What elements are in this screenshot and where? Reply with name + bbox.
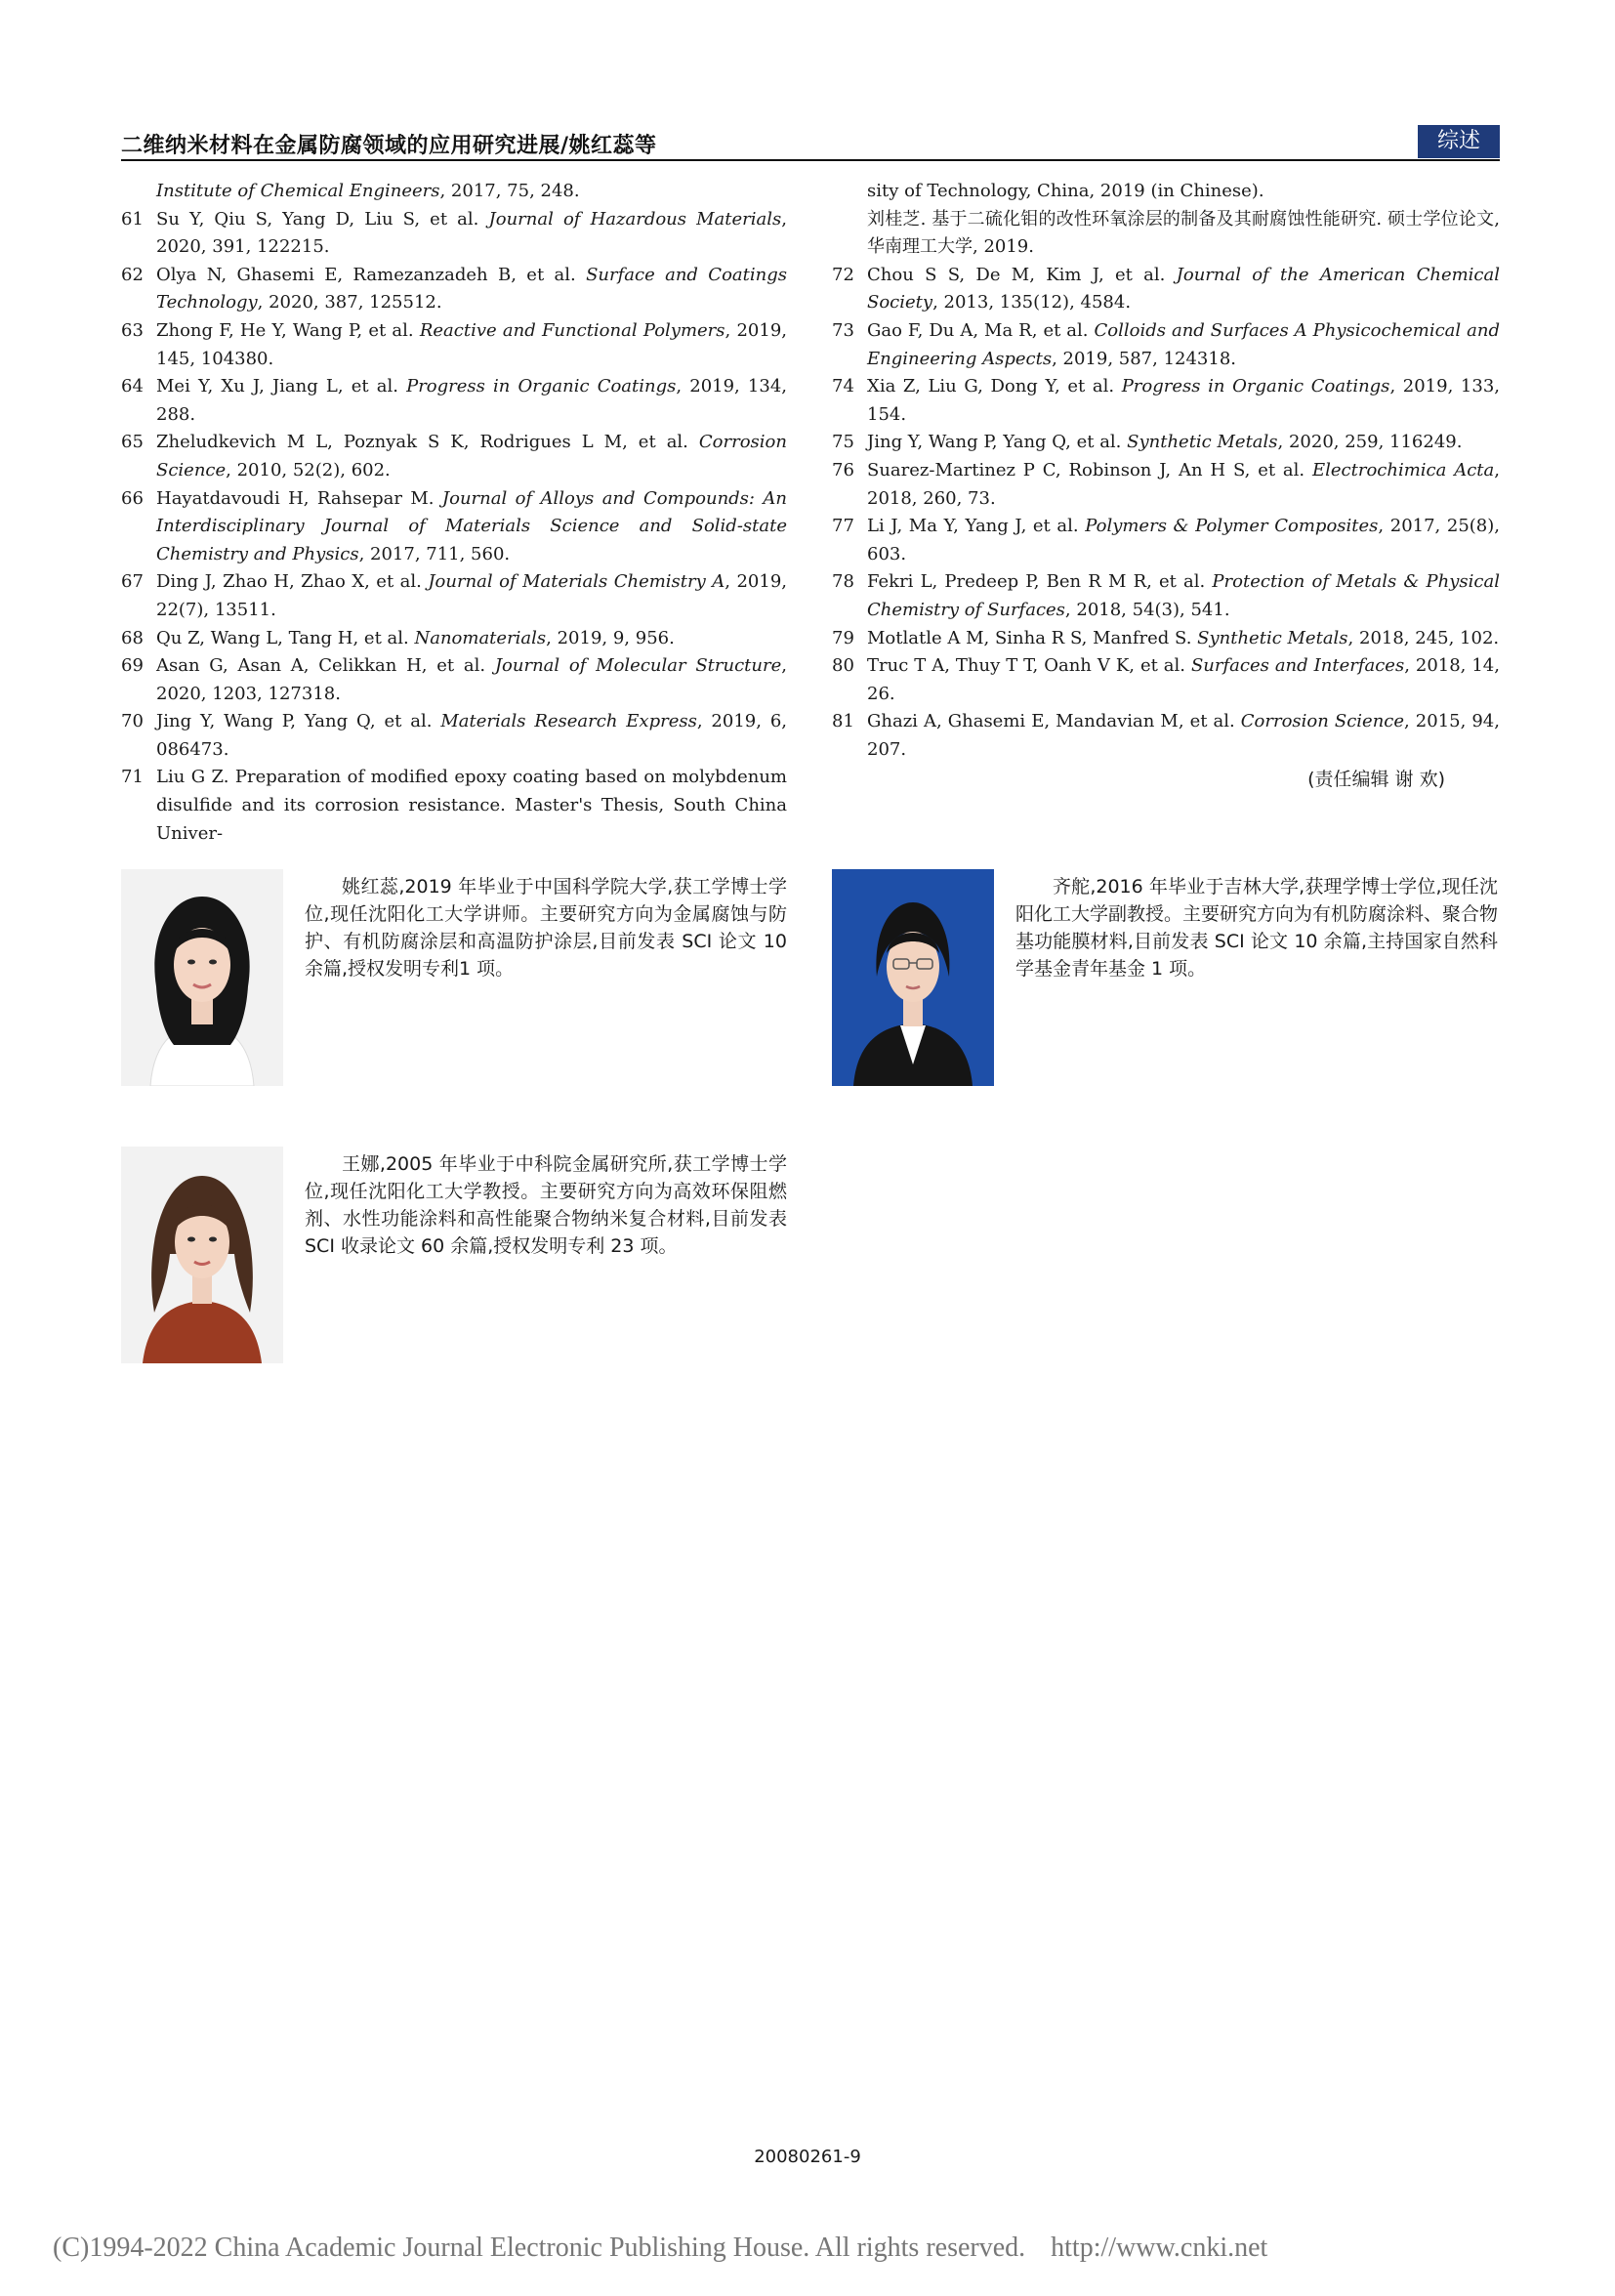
- reference-journal: Progress in Organic Coatings: [406, 376, 677, 397]
- author-photo-yao: [121, 869, 283, 1086]
- reference-text: [867, 265, 1500, 313]
- reference-text: [156, 432, 787, 480]
- editor-note: (责任编辑 谢 欢): [1307, 769, 1445, 791]
- reference-item: [832, 262, 1500, 317]
- reference-number: 68: [121, 627, 144, 648]
- reference-journal: Corrosion Science: [1240, 711, 1405, 732]
- reference-item: [832, 178, 1500, 206]
- reference-segment: Ghazi A, Ghasemi E, Mandavian M, et al.: [867, 711, 1241, 732]
- reference-segment: sity of Technology, China, 2019 (in Chinese).: [867, 181, 1264, 201]
- reference-segment: , 2019, 9, 956.: [546, 627, 675, 648]
- reference-journal: Progress in Organic Coatings: [1121, 376, 1390, 397]
- reference-number: 74: [832, 376, 854, 397]
- reference-text: [867, 628, 1499, 648]
- reference-segment: , 2020, 259, 116249.: [1277, 432, 1463, 453]
- reference-segment: Zhong F, He Y, Wang P, et al.: [156, 319, 420, 341]
- reference-segment: , 2020, 387, 125512.: [257, 292, 442, 313]
- reference-segment: , 2018, 54(3), 541.: [1064, 599, 1230, 620]
- header-rule: [121, 159, 1500, 161]
- reference-segment: Li J, Ma Y, Yang J, et al.: [867, 516, 1086, 537]
- running-header-title: 二维纳米材料在金属防腐领域的应用研究进展/姚红蕊等: [121, 134, 657, 158]
- reference-segment: , 2018, 245, 102.: [1347, 627, 1500, 648]
- reference-segment: Asan G, Asan A, Celikkan H, et al.: [156, 655, 495, 677]
- reference-item: [121, 764, 787, 848]
- references-right-column: [832, 178, 1500, 794]
- reference-text: [867, 181, 1264, 201]
- reference-item: [832, 513, 1500, 568]
- reference-journal: Electrochimica Acta: [1312, 459, 1495, 480]
- reference-item: [121, 708, 787, 764]
- reference-segment: Su Y, Qiu S, Yang D, Liu S, et al.: [156, 208, 489, 230]
- reference-number: 71: [121, 767, 144, 788]
- reference-journal: Polymers & Polymer Composites: [1085, 516, 1379, 537]
- reference-segment: , 2017, 75, 248.: [439, 181, 580, 201]
- reference-journal: Synthetic Metals: [1127, 432, 1278, 453]
- reference-text: [156, 655, 787, 704]
- author-bio-text-wang: 王娜,2005 年毕业于中科院金属研究所,获工学博士学位,现任沈阳化工大学教授。主要研究方向为高效环保阻燃剂、水性功能涂料和高性能聚合物纳米复合材料,目前发表 SCI 收录论文 60 余篇,授权发明专利 23 项。: [305, 1153, 787, 1257]
- reference-text: [156, 376, 787, 425]
- author-photo-qi: [832, 869, 994, 1086]
- reference-journal: Protection of Metals & Physical Chemistry of Surfaces: [867, 571, 1500, 620]
- author-bio-yao: [121, 869, 787, 1086]
- reference-item: [121, 178, 787, 206]
- reference-segment: , 2019, 587, 124318.: [1052, 348, 1237, 369]
- copyright-text: (C)1994-2022 China Academic Journal Electronic Publishing House. All rights reserved.: [53, 2233, 1026, 2263]
- reference-item: [121, 625, 787, 653]
- reference-segment: Truc T A, Thuy T T, Oanh V K, et al.: [867, 655, 1191, 677]
- running-header: [121, 125, 1500, 158]
- reference-item: [832, 568, 1500, 624]
- reference-segment: Ding J, Zhao H, Zhao X, et al.: [156, 571, 429, 593]
- reference-segment: Hayatdavoudi H, Rahsepar M.: [156, 487, 442, 509]
- reference-segment: Chou S S, De M, Kim J, et al.: [867, 264, 1177, 285]
- reference-segment: , 2020, 1203, 127318.: [156, 655, 787, 704]
- reference-segment: , 2020, 391, 122215.: [156, 208, 787, 258]
- reference-segment: , 2017, 25(8), 603.: [867, 516, 1500, 564]
- reference-number: 73: [832, 319, 854, 341]
- reference-segment: Zheludkevich M L, Poznyak S K, Rodrigues L M, et al.: [156, 432, 699, 453]
- reference-item: [832, 708, 1500, 764]
- reference-item: [121, 317, 787, 373]
- copyright-line: [53, 2233, 1267, 2264]
- reference-text: [156, 320, 787, 369]
- reference-segment: Olya N, Ghasemi E, Ramezanzadeh B, et al.: [156, 264, 587, 285]
- reference-segment: Fekri L, Predeep P, Ben R M R, et al.: [867, 571, 1213, 593]
- reference-segment: Gao F, Du A, Ma R, et al.: [867, 319, 1095, 341]
- reference-item: [121, 262, 787, 317]
- reference-segment: , 2019, 133, 154.: [867, 376, 1501, 425]
- reference-number: 63: [121, 319, 144, 341]
- reference-text: [156, 767, 787, 843]
- reference-item: [121, 568, 787, 624]
- reference-segment: , 2019, 145, 104380.: [156, 319, 787, 369]
- reference-segment: Motlatle A M, Sinha R S, Manfred S.: [867, 627, 1198, 648]
- reference-item: [832, 317, 1500, 373]
- reference-segment: Suarez-Martinez P C, Robinson J, An H S, et al.: [867, 459, 1312, 480]
- reference-number: 76: [832, 459, 854, 480]
- reference-journal: Surface and Coatings Technology: [156, 264, 787, 313]
- reference-number: 64: [121, 376, 144, 397]
- reference-number: 65: [121, 432, 144, 453]
- reference-number: 77: [832, 516, 854, 537]
- reference-text: [867, 460, 1500, 509]
- reference-item: [121, 373, 787, 429]
- author-bio-qi: [832, 869, 1498, 1086]
- reference-segment: Qu Z, Wang L, Tang H, et al.: [156, 627, 415, 648]
- reference-segment: , 2019, 134, 288.: [156, 376, 787, 425]
- reference-number: 78: [832, 571, 854, 593]
- reference-text: [156, 571, 787, 620]
- reference-text: [156, 209, 787, 258]
- reference-item: [121, 485, 787, 569]
- reference-number: 80: [832, 655, 854, 677]
- reference-text: [156, 265, 787, 313]
- reference-text: [867, 320, 1500, 369]
- reference-number: 75: [832, 432, 854, 453]
- author-bio-wang: [121, 1147, 787, 1363]
- right-reference-list: [832, 178, 1500, 764]
- author-bio-text-yao: 姚红蕊,2019 年毕业于中国科学院大学,获工学博士学位,现任沈阳化工大学讲师。主要研究方向为金属腐蚀与防护、有机防腐涂层和高温防护涂层,目前发表 SCI 论文 10 余篇,授权发明专利1 项。: [305, 876, 787, 980]
- reference-number: 67: [121, 571, 144, 593]
- reference-text: [156, 628, 675, 648]
- reference-text: [867, 711, 1500, 760]
- reference-item: [121, 429, 787, 484]
- reference-journal: Materials Research Express: [440, 711, 697, 732]
- reference-text: [867, 655, 1500, 704]
- reference-item: [832, 652, 1500, 708]
- reference-segment: Liu G Z. Preparation of modified epoxy coating based on molybdenum disulfide and its corrosion resistance. Master's Thesis, South China Univer-: [156, 767, 787, 844]
- reference-segment: Jing Y, Wang P, Yang Q, et al.: [156, 711, 441, 732]
- reference-segment: Xia Z, Liu G, Dong Y, et al.: [867, 376, 1122, 397]
- reference-number: 70: [121, 711, 144, 732]
- reference-number: 61: [121, 208, 144, 230]
- reference-segment: Jing Y, Wang P, Yang Q, et al.: [867, 432, 1128, 453]
- reference-segment: 刘桂芝. 基于二硫化钼的改性环氧涂层的制备及其耐腐蚀性能研究. 硕士学位论文, 华南理工大学, 2019.: [867, 208, 1500, 258]
- reference-item: [832, 625, 1500, 653]
- reference-number: 69: [121, 655, 144, 677]
- reference-journal: Corrosion Science: [156, 432, 787, 480]
- reference-segment: , 2018, 260, 73.: [867, 459, 1500, 509]
- reference-segment: Mei Y, Xu J, Jiang L, et al.: [156, 376, 407, 397]
- reference-number: 81: [832, 711, 854, 732]
- reference-segment: , 2017, 711, 560.: [358, 543, 511, 564]
- reference-journal: Journal of Materials Chemistry A: [428, 571, 725, 593]
- reference-journal: Reactive and Functional Polymers: [419, 319, 725, 341]
- reference-number: 72: [832, 264, 854, 285]
- cnki-url[interactable]: http://www.cnki.net: [1051, 2233, 1268, 2263]
- reference-journal: Institute of Chemical Engineers: [156, 181, 440, 201]
- reference-text: [867, 516, 1500, 564]
- reference-segment: , 2013, 135(12), 4584.: [932, 292, 1132, 313]
- reference-item: [121, 652, 787, 708]
- reference-journal: Journal of Molecular Structure: [494, 655, 782, 677]
- reference-journal: Nanomaterials: [414, 627, 547, 648]
- author-photo-wang: [121, 1147, 283, 1363]
- reference-journal: Synthetic Metals: [1197, 627, 1348, 648]
- reference-number: 66: [121, 487, 144, 509]
- reference-text: [156, 711, 787, 760]
- reference-segment: , 2019, 22(7), 13511.: [156, 571, 787, 620]
- reference-number: 79: [832, 627, 854, 648]
- reference-item: [832, 429, 1500, 457]
- reference-text: [156, 488, 787, 564]
- reference-segment: , 2010, 52(2), 602.: [226, 459, 391, 480]
- references-left-column: [121, 178, 787, 848]
- reference-item: [121, 206, 787, 262]
- reference-journal: Colloids and Surfaces A Physicochemical and Engineering Aspects: [867, 319, 1501, 369]
- reference-journal: Journal of the American Chemical Society: [867, 264, 1501, 313]
- reference-text: [867, 376, 1500, 425]
- reference-item: [832, 457, 1500, 513]
- reference-text: [156, 181, 580, 201]
- section-badge: 综述: [1418, 125, 1500, 158]
- reference-text: [867, 571, 1500, 620]
- reference-item: [832, 373, 1500, 429]
- reference-segment: , 2019, 6, 086473.: [156, 711, 788, 760]
- reference-text: [867, 209, 1500, 258]
- reference-segment: , 2018, 14, 26.: [867, 655, 1500, 704]
- reference-journal: Journal of Hazardous Materials: [488, 208, 782, 230]
- reference-number: 62: [121, 264, 144, 285]
- author-bio-text-qi: 齐舵,2016 年毕业于吉林大学,获理学博士学位,现任沈阳化工大学副教授。主要研究方向为有机防腐涂料、聚合物基功能膜材料,目前发表 SCI 论文 10 余篇,主持国家自然科学基金青年基金 1 项。: [1015, 876, 1499, 980]
- reference-segment: , 2015, 94, 207.: [867, 711, 1500, 760]
- reference-journal: Surfaces and Interfaces: [1190, 655, 1405, 677]
- reference-text: [867, 432, 1462, 452]
- page-code: 20080261-9: [754, 2147, 861, 2167]
- reference-journal: Journal of Alloys and Compounds: An Interdisciplinary Journal of Materials Science and Solid-state Chemistry and Physics: [156, 487, 787, 564]
- reference-item: [832, 206, 1500, 262]
